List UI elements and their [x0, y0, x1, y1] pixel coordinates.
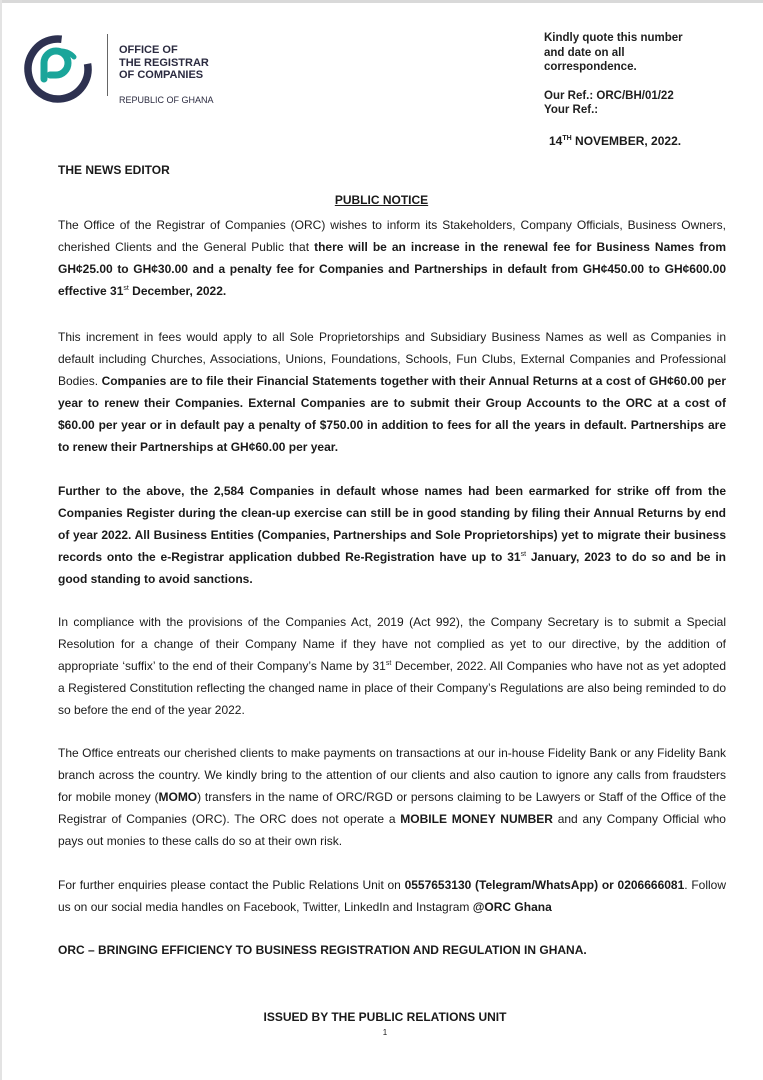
paragraph-default-companies: [58, 480, 726, 590]
para-text: This increment in fees would apply to all Sole Proprietorships and Subsidiary Business Names as well as Companies in default including Churches, Associations, Unions, Foundations, Schools, Fun Clubs, External Companies and Professional Bodies.: [58, 330, 726, 388]
tagline: ORC – BRINGING EFFICIENCY TO BUSINESS REGISTRATION AND REGULATION IN GHANA.: [58, 943, 587, 957]
para-bold: Companies are to file their Financial Statements together with their Annual Returns at a cost of GH¢60.00 per year to renew their Companies. External Companies are to submit their Group Accounts to the ORC at a cost of $60.00 per year or in default pay a penalty of $750.00 in addition to fees for all the years in default. Partnerships are to renew their Partnerships at GH¢60.00 per year.: [58, 374, 726, 454]
para-text: and any Company Official who pays out monies to these calls do so at their own risk.: [58, 812, 726, 848]
letter-date: [549, 134, 681, 148]
para-bold: January, 2023 to do so and be in good standing to avoid sanctions.: [58, 550, 726, 586]
para-text: December, 2022. All Companies who have not as yet adopted a Registered Constitution reflecting the changed name in place of their Company’s Regulations are also being reminded to do so before the end of the year 2022.: [58, 659, 726, 717]
para-bold: MOBILE MONEY NUMBER: [400, 812, 553, 826]
para-bold: there will be an increase in the renewal fee for Business Names from GH¢25.00 to GH¢30.00 and a penalty fee for Companies and Partnerships in default from GH¢450.00 to GH¢600.00 effective 31: [58, 240, 726, 298]
date-suffix: TH: [562, 135, 572, 142]
para-text: The Office of the Registrar of Companies (ORC) wishes to inform its Stakeholders, Company Officials, Business Owners, cherished Clients and the General Public that: [58, 218, 726, 254]
date-rest: NOVEMBER, 2022.: [571, 134, 682, 148]
para-text: In compliance with the provisions of the Companies Act, 2019 (Act 992), the Company Secretary is to submit a Special Resolution for a change of their Company Name if they have not complied as yet to our directive, by the addition of appropriate ‘suffix’ to the end of their Company’s Name by 31: [58, 615, 726, 673]
paragraph-payments: [58, 742, 726, 852]
paragraph-fee-increase: [58, 214, 726, 302]
quote-line: Kindly quote this number: [544, 32, 683, 44]
para-text: The Office entreats our cherished clients to make payments on transactions at our in-house Fidelity Bank or any Fidelity Bank branch across the country. We kindly bring to the attention of our clients and also caution to ignore any calls from fraudsters for mobile money (: [58, 746, 726, 804]
notice-title: PUBLIC NOTICE: [334, 193, 429, 207]
para-bold: Further to the above, the 2,584 Companies in default whose names had been earmarked for strike off from the Companies Register during the clean-up exercise can still be in good standing by filing their Annual Returns by end of year 2022. All Business Entities (Companies, Partnerships and Sole Proprietorships) yet to migrate their business records onto the e-Registrar application dubbed Re-Registration have up to 31: [58, 484, 726, 564]
your-ref: Your Ref.:: [544, 104, 599, 116]
phone-numbers: 0557653130 (Telegram/WhatsApp) or 0206666081: [404, 878, 685, 892]
page-edge: [0, 0, 2, 1080]
ordinal-suffix: st: [123, 285, 129, 292]
page-edge: [0, 0, 763, 3]
issued-by: ISSUED BY THE PUBLIC RELATIONS UNIT: [263, 1010, 507, 1024]
quote-line: and date on all: [544, 46, 625, 59]
date-day: 14: [549, 134, 563, 148]
para-text: For further enquiries please contact the Public Relations Unit on: [58, 878, 405, 892]
orc-logo-icon: [22, 33, 94, 105]
country-label: REPUBLIC OF GHANA: [119, 95, 214, 105]
quote-line: correspondence.: [544, 61, 637, 73]
paragraph-compliance: [58, 611, 726, 721]
addressee: THE NEWS EDITOR: [58, 163, 170, 177]
logo-divider: [107, 34, 108, 96]
para-bold: MOMO: [158, 790, 198, 804]
org-line: OF COMPANIES: [119, 69, 204, 81]
para-bold: December, 2022.: [128, 284, 227, 298]
our-ref: Our Ref.: ORC/BH/01/22: [544, 89, 674, 102]
ordinal-suffix: st: [520, 551, 527, 558]
org-line: THE REGISTRAR: [119, 56, 209, 69]
paragraph-applicability: [58, 326, 726, 458]
organization-name: [119, 44, 209, 82]
para-text: . Follow us on our social media handles on Facebook, Twitter, LinkedIn and Instagram: [58, 878, 726, 914]
paragraph-enquiries: [58, 874, 726, 918]
org-line: OFFICE OF: [119, 44, 178, 56]
reference-block: [544, 31, 683, 118]
ordinal-suffix: st: [385, 660, 392, 667]
para-text: ) transfers in the name of ORC/RGD or persons claiming to be Lawyers or Staff of the Office of the Registrar of Companies (ORC). The ORC does not operate a: [58, 790, 726, 826]
page-number: 1: [382, 1028, 388, 1037]
social-handle: @ORC Ghana: [472, 900, 552, 914]
